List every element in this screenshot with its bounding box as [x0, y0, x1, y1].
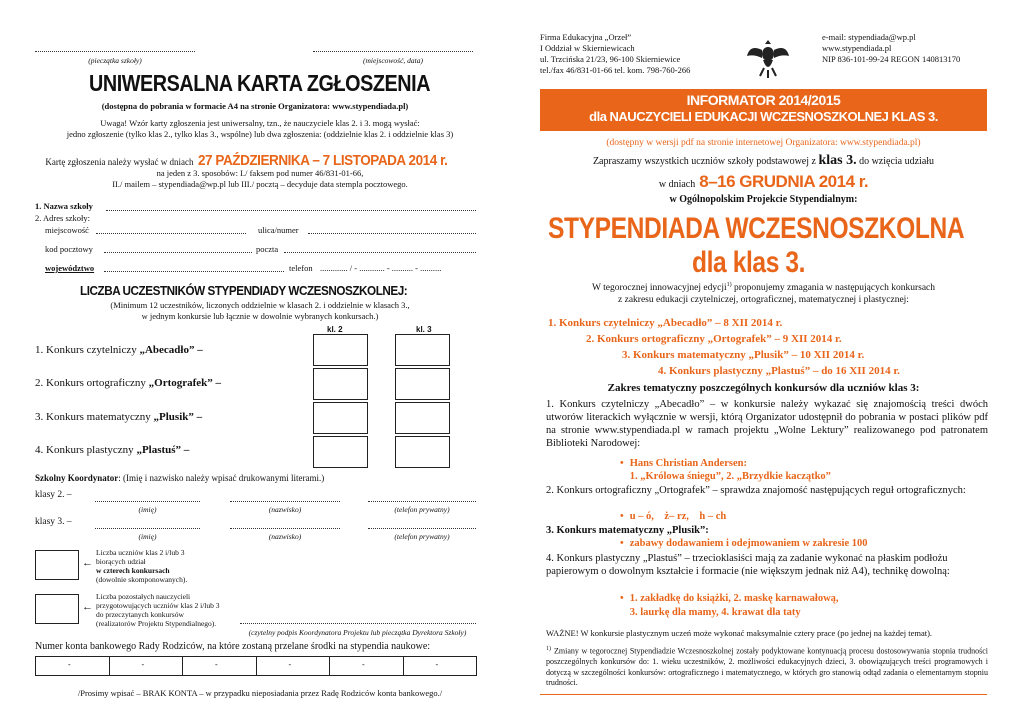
- col-kl3: kl. 3: [416, 325, 432, 334]
- footnote-text: Zmiany w tegorocznej Stypendiadzie Wczesnoszkolnej zostały podyktowane kontynuacją procesu dostosowywania stopnia trudności poszczególnych konkursów do: 1. wieku uczestników, 2. możliwości edukacyjnych dzieci, 3. obowiązujących treści programowych i dotyczą w szczególności konkursów: ortograficznego i matematycznego, w których gro stanowią odtąd zadania o elementarnym stopniu trudności.: [546, 646, 988, 688]
- coordinator-row: [35, 473, 324, 483]
- class3-phone-field[interactable]: [368, 528, 476, 529]
- class2-surname-hint: (nazwisko): [268, 505, 302, 514]
- contest-name: „Ortografek” –: [148, 377, 222, 389]
- firm-contact: [822, 32, 960, 65]
- city-label: miejscowość: [45, 225, 89, 235]
- firm-line: ul. Trzcińska 21/23, 96-100 Skierniewice: [540, 54, 681, 64]
- students-total-box[interactable]: [35, 550, 79, 580]
- banner-subtitle: dla NAUCZYCIELI EDUKACJI WCZESNOSZKOLNEJ KLAS 3.: [589, 109, 938, 124]
- bullet-text: zabawy dodawaniem i odejmowaniem w zakresie 100: [629, 538, 868, 549]
- desc-line: biorących udział: [96, 557, 146, 566]
- bullet-text: 3. laurkę dla mamy, 4. krawat dla taty: [629, 607, 801, 618]
- bank-cell: [36, 657, 110, 675]
- class2-label: klasy 2. –: [35, 490, 72, 500]
- scope-2: 2. Konkurs ortograficzny „Ortografek” – sprawdza znajomość następujących reguł ortograficznych:: [546, 485, 966, 496]
- place-date-line: [313, 51, 473, 52]
- region-field[interactable]: [104, 271, 284, 272]
- desc-line: Liczba uczniów klas 2 i/lub 3: [96, 548, 185, 557]
- scope-3: 3. Konkurs matematyczny „Plusik”:: [546, 525, 709, 536]
- bullet-icon: •: [620, 593, 624, 604]
- contest-prefix: 2. Konkurs ortograficzny: [35, 377, 149, 389]
- contest-row-3: [35, 411, 202, 423]
- bullet-icon: •: [620, 511, 624, 522]
- bullet-text: u – ó, ż– rz, h – ch: [629, 511, 727, 522]
- bank-account-field[interactable]: [35, 656, 477, 676]
- firm-line: tel./fax 46/831-01-66 tel. kom. 798-760-266: [540, 65, 691, 75]
- scope-3-bullet: [620, 538, 867, 549]
- bottom-divider: [540, 694, 987, 695]
- bullet-icon: •: [620, 538, 624, 549]
- send-method-2: II./ mailem – stypendiada@wp.pl lub III./ pocztą – decyduje data stempla pocztowego.: [112, 179, 408, 189]
- class2-surname-field[interactable]: [230, 501, 340, 502]
- form-note-2: jedno zgłoszenie (tylko klas 2., tylko klas 3., wspólne) lub dwa zgłoszenia: (oddzielnie klas 2. i oddzielnie klas 3): [66, 129, 454, 139]
- signature-hint: (czytelny podpis Koordynatora Projektu lub pieczątka Dyrektora Szkoły): [248, 628, 467, 637]
- intro-line-1: [540, 282, 987, 293]
- bank-dash: -: [68, 660, 71, 669]
- contest-row-4: [35, 444, 189, 456]
- signature-line[interactable]: [240, 623, 476, 624]
- contact-line: e-mail: stypendiada@wp.pl: [822, 32, 916, 42]
- class3-surname-hint: (nazwisko): [268, 532, 302, 541]
- bank-cell: [404, 657, 477, 675]
- teachers-total-box[interactable]: [35, 594, 79, 624]
- bank-label: Numer konta bankowego Rady Rodziców, na które zostaną przelane środki na stypendia naukowe:: [35, 641, 431, 652]
- contest-prefix: 1. Konkurs czytelniczy: [35, 344, 140, 356]
- schedule-item-3: 3. Konkurs matematyczny „Plusik” – 10 XII 2014 r.: [622, 349, 865, 361]
- col-kl2: kl. 2: [327, 325, 343, 334]
- class2-phone-field[interactable]: [368, 501, 476, 502]
- bank-cell: [183, 657, 257, 675]
- desc-line: (realizatorów Projektu Stypendialnego).: [96, 619, 217, 628]
- class3-phone-hint: (telefon prywatny): [394, 532, 450, 541]
- warning-note: WAŻNE! W konkursie plastycznym uczeń może wykonać maksymalnie cztery prace (po jednej na każdej temat).: [546, 628, 933, 638]
- main-title: STYPENDIADA WCZESNOSZKOLNA: [548, 212, 965, 245]
- bullet-text: 1. zakładkę do książki, 2. maskę karnawałową,: [629, 593, 839, 604]
- desc-line: przygotowujących uczniów klas 2 i/lub 3: [96, 601, 220, 610]
- bullet-icon: •: [620, 458, 624, 469]
- days-intro: w dniach: [658, 179, 696, 190]
- postcode-field[interactable]: [104, 252, 252, 253]
- contest-name: „Plusik” –: [153, 411, 203, 423]
- desc-line: w czterech konkursach: [96, 566, 170, 575]
- street-field[interactable]: [308, 233, 476, 234]
- post-field[interactable]: [284, 252, 476, 253]
- bank-dash: -: [362, 660, 365, 669]
- days-value: 8–16 GRUDNIA 2014 r.: [699, 172, 869, 191]
- desc-line: (dowolnie skomponowanych).: [96, 575, 188, 584]
- bank-cell: [330, 657, 404, 675]
- footnote-mark: 1): [546, 646, 551, 652]
- class3-surname-field[interactable]: [230, 528, 340, 529]
- informator-banner: [540, 89, 987, 131]
- scope-1: 1. Konkurs czytelniczy „Abecadło” – w konkursie należy wykazać się znajomością treści dwóch utworów literackich wyłącznie w wersji, którą Organizator udostępnił do pobrania w postaci plików pdf na stronie www.stypendiada.pl w ramach projektu „Wolne Lektury” realizowanego pod patronatem Biblioteki Narodowej:: [546, 399, 988, 449]
- bank-dash: -: [288, 660, 292, 669]
- send-dates: 27 PAŹDZIERNIKA – 7 LISTOPADA 2014 r.: [197, 152, 447, 169]
- kl3-count-box-2[interactable]: [395, 368, 450, 400]
- invite-class: klas 3.: [818, 153, 857, 168]
- bank-dash: -: [141, 660, 145, 669]
- bullet-text: Hans Christian Andersen:: [629, 458, 747, 469]
- schedule-item-4: 4. Konkurs plastyczny „Plastuś” – do 16 XII 2014 r.: [658, 365, 900, 377]
- form-title: UNIWERSALNA KARTA ZGŁOSZENIA: [89, 70, 431, 96]
- kl2-count-box-3[interactable]: [313, 402, 368, 434]
- contest-row-2: [35, 377, 221, 389]
- desc-line: Liczba pozostałych nauczycieli: [96, 592, 191, 601]
- firm-line: I Oddział w Skierniewicach: [540, 43, 635, 53]
- kl3-count-box-1[interactable]: [395, 334, 450, 366]
- schedule-item-2: 2. Konkurs ortograficzny „Ortografek” – 9 XII 2014 r.: [586, 333, 842, 345]
- class3-name-hint: (imię): [138, 532, 157, 541]
- form-availability: (dostępna do pobrania w formacie A4 na stronie Organizatora: www.stypendiada.pl): [101, 101, 409, 111]
- invite-text: Zapraszamy wszystkich uczniów szkoły podstawowej z: [592, 156, 816, 167]
- post-label: poczta: [256, 244, 279, 254]
- intro-text-2: proponujemy zmagania w następujących konkursach: [731, 283, 936, 294]
- kl2-count-box-1[interactable]: [313, 334, 368, 366]
- intro-line-2: z zakresu edukacji czytelniczej, ortograficznej, matematycznej i plastycznej:: [618, 295, 909, 305]
- contest-row-1: [35, 344, 203, 356]
- street-label: ulica/numer: [258, 225, 299, 235]
- bank-dash: -: [435, 660, 439, 669]
- phone-field[interactable]: ............. / - ............ - .......... - ..........: [320, 263, 442, 273]
- form-footer: /Prosimy wpisać – BRAK KONTA – w przypadku nieposiadania przez Radę Rodziców konta bankowego./: [77, 688, 443, 698]
- scope-4-bullet-1: [620, 593, 839, 604]
- desc-line: do przeczytanych konkursów: [96, 610, 184, 619]
- count-note-1: (Minimum 12 uczestników, liczonych oddzielnie w klasach 2. i oddzielnie w klasach 3.,: [110, 300, 410, 310]
- firm-address: [540, 32, 690, 76]
- arrow-left-icon: ←: [82, 601, 93, 613]
- scope-1-bullet-2: [620, 471, 831, 482]
- contact-line: NIP 836-101-99-24 REGON 140813170: [822, 54, 961, 64]
- contest-name: „Plastuś” –: [136, 444, 190, 456]
- scope-4-bullet-2: [620, 607, 801, 618]
- kl3-count-box-4[interactable]: [395, 436, 450, 468]
- kl2-count-box-2[interactable]: [313, 368, 368, 400]
- scope-1-bullet-1: [620, 458, 747, 469]
- invite-line: [540, 153, 987, 169]
- region-label: województwo: [45, 263, 95, 273]
- coordinator-hint: : (Imię i nazwisko należy wpisać drukowanymi literami.): [118, 473, 325, 483]
- project-line: w Ogólnopolskim Projekcie Stypendialnym:: [669, 194, 858, 205]
- teachers-total-desc: [96, 592, 220, 628]
- bullet-text: 1. „Królowa śniegu”, 2. „Brzydkie kaczątko”: [629, 471, 831, 482]
- scope-title: Zakres tematyczny poszczególnych konkursów dla uczniów klas 3:: [607, 382, 920, 394]
- class2-phone-hint: (telefon prywatny): [394, 505, 450, 514]
- count-note-2: w jednym konkursie lub łącznie w dowolnie wybranych konkursach.): [141, 311, 379, 321]
- class3-name-field[interactable]: [95, 528, 200, 529]
- kl3-count-box-3[interactable]: [395, 402, 450, 434]
- eagle-emblem-icon: [744, 34, 792, 82]
- invite-text-2: do wzięcia udziału: [859, 156, 935, 167]
- banner-title: INFORMATOR 2014/2015: [686, 92, 841, 108]
- send-intro: Kartę zgłoszenia należy wysłać w dniach: [45, 157, 194, 167]
- bank-cell: [257, 657, 331, 675]
- school-name-label: 1. Nazwa szkoły: [35, 201, 93, 211]
- bank-dash: -: [215, 660, 218, 669]
- count-title: LICZBA UCZESTNIKÓW STYPENDIADY WCZESNOSZKOLNEJ:: [80, 283, 408, 298]
- pdf-note: (dostępny w wersji pdf na stronie internetowej Organizatora: www.stypendiada.pl): [606, 138, 921, 148]
- students-total-desc: [96, 548, 187, 584]
- stamp-line: [35, 51, 195, 52]
- scope-2-bullet: [620, 511, 726, 522]
- place-date-label: (miejscowość, data): [363, 56, 423, 65]
- days-line: [540, 172, 987, 192]
- coordinator-label: Szkolny Koordynator: [35, 473, 119, 483]
- schedule-item-1: 1. Konkurs czytelniczy „Abecadło” – 8 XII 2014 r.: [548, 317, 783, 329]
- city-field[interactable]: [96, 233, 246, 234]
- bank-cell: [110, 657, 184, 675]
- footnote-ref: 1): [726, 282, 732, 288]
- scope-4: 4. Konkurs plastyczny „Plastuś” – trzecioklasiści mają za zadanie wykonać na płaskim podłożu papierowym o dowolnym kształcie i formacie (nie większym jednak niż A4), technikę dowolną:: [546, 553, 950, 577]
- send-method-1: na jeden z 3. sposobów: I./ faksem pod numer 46/831-01-66,: [156, 168, 364, 178]
- contest-name: „Abecadło” –: [139, 344, 203, 356]
- footnote: [546, 644, 988, 689]
- stamp-label: (pieczątka szkoły): [88, 56, 142, 65]
- contact-line: www.stypendiada.pl: [822, 43, 892, 53]
- contest-prefix: 4. Konkurs plastyczny: [35, 444, 137, 456]
- postcode-label: kod pocztowy: [45, 244, 93, 254]
- class2-name-hint: (imię): [138, 505, 157, 514]
- intro-text: W tegorocznej innowacyjnej edycji: [591, 283, 727, 294]
- class2-name-field[interactable]: [95, 501, 200, 502]
- main-subtitle: dla klas 3.: [692, 246, 806, 279]
- school-name-field[interactable]: [106, 210, 476, 211]
- firm-line: Firma Edukacyjna „Orzeł”: [540, 32, 632, 42]
- arrow-left-icon: ←: [82, 557, 93, 569]
- address-label: 2. Adres szkoły:: [35, 213, 91, 223]
- phone-label: telefon: [289, 263, 313, 273]
- form-note-1: Uwaga! Wzór karty zgłoszenia jest uniwersalny, tzn., że nauczyciele klas 2. i 3. mogą wysłać:: [100, 118, 420, 128]
- contest-prefix: 3. Konkurs matematyczny: [35, 411, 154, 423]
- class3-label: klasy 3. –: [35, 517, 72, 527]
- kl2-count-box-4[interactable]: [313, 436, 368, 468]
